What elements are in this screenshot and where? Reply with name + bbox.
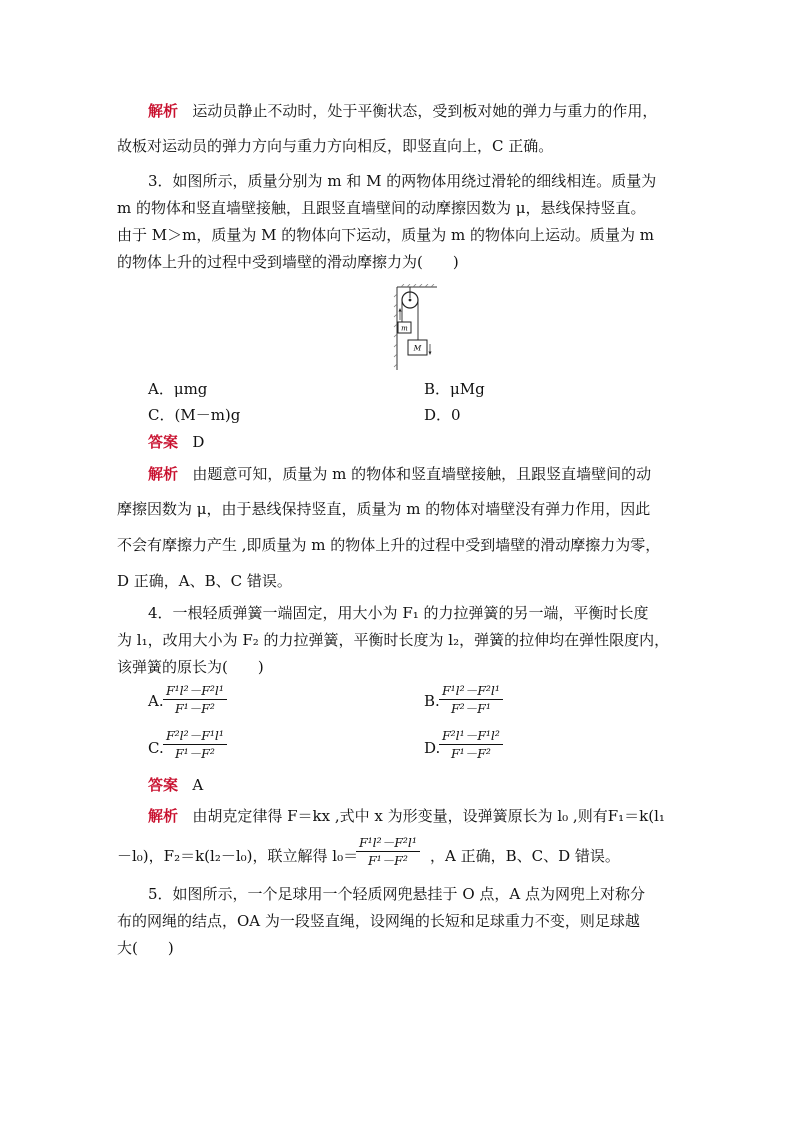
explanation-text: 故板对运动员的弹力方向与重力方向相反，即竖直向上，C 正确。 (117, 137, 554, 155)
explanation-text: －l₀)，F₂＝k(l₂－l₀)，联立解得 l₀＝ (117, 847, 359, 865)
explanation-text: 由题意可知，质量为 m 的物体和竖直墙壁接触，且跟竖直墙壁间的动 (192, 465, 652, 483)
question-5-text: 5．如图所示，一个足球用一个轻质网兜悬挂于 O 点，A 点为网兜上对称分 (148, 885, 645, 903)
denominator: F²－F¹ (451, 701, 491, 716)
option-c-fraction (163, 728, 227, 761)
option-a: A．μmg (148, 380, 208, 398)
question-3-text: 3．如图所示，质量分别为 m 和 M 的两物体用绕过滑轮的细线相连。质量为 (148, 172, 657, 190)
question-4-text: 该弹簧的原长为( ) (117, 658, 264, 676)
question-5-text: 大( ) (117, 939, 174, 957)
option-a-fraction (163, 683, 227, 716)
answer-value: A (192, 776, 204, 794)
explanation-text: D 正确，A、B、C 错误。 (117, 572, 292, 590)
denominator: F¹－F² (368, 853, 408, 868)
explanation-text: 摩擦因数为 μ，由于悬线保持竖直，质量为 m 的物体对墙壁没有弹力作用，因此 (117, 500, 651, 518)
analysis-tag: 解析 (148, 807, 179, 825)
denominator: F¹－F² (175, 701, 215, 716)
option-b-fraction (439, 683, 503, 716)
answer-tag: 答案 (148, 433, 179, 451)
question-4-text: 为 l₁，改用大小为 F₂ 的力拉弹簧，平衡时长度为 l₂，弹簧的拉伸均在弹性限度内， (117, 631, 670, 649)
explanation-row (148, 805, 665, 827)
denominator: F¹－F² (451, 746, 491, 761)
option-d-label: D. (424, 739, 441, 757)
explanation-text: 由胡克定律得 F＝kx ,式中 x 为形变量，设弹簧原长为 l₀ ,则有F₁＝k(l₁ (192, 807, 665, 825)
numerator: F²l¹－F¹l² (439, 728, 503, 745)
question-3-text: m 的物体和竖直墙壁接触，且跟竖直墙壁间的动摩擦因数为 μ，悬线保持竖直。 (117, 199, 646, 217)
option-c: C．(M－m)g (148, 406, 241, 424)
numerator: F¹l²－F²l¹ (356, 835, 420, 852)
pulley-figure (383, 284, 439, 372)
block-M-label: M (413, 343, 422, 353)
option-a-label: A. (148, 692, 164, 710)
analysis-tag: 解析 (148, 102, 179, 120)
option-d: D．0 (424, 406, 461, 424)
option-b: B．μMg (424, 380, 485, 398)
numerator: F¹l²－F²l¹ (163, 683, 227, 700)
explanation-prev (148, 100, 657, 122)
analysis-tag: 解析 (148, 465, 179, 483)
question-5-text: 布的网绳的结点，OA 为一段竖直绳，设网绳的长短和足球重力不变，则足球越 (117, 912, 640, 930)
question-3-text: 的物体上升的过程中受到墙壁的滑动摩擦力为( ) (117, 253, 459, 271)
answer-row (148, 431, 204, 453)
option-c-label: C. (148, 739, 164, 757)
question-4-text: 4．一根轻质弹簧一端固定，用大小为 F₁ 的力拉弹簧的另一端，平衡时长度 (148, 604, 649, 622)
explanation-row (148, 463, 651, 485)
option-d-fraction (439, 728, 503, 761)
denominator: F¹－F² (175, 746, 215, 761)
numerator: F²l²－F¹l¹ (163, 728, 227, 745)
question-3-text: 由于 M＞m，质量为 M 的物体向下运动，质量为 m 的物体向上运动。质量为 m (117, 226, 655, 244)
answer-tag: 答案 (148, 776, 179, 794)
explanation-text: 不会有摩擦力产生 ,即质量为 m 的物体上升的过程中受到墙壁的滑动摩擦力为零， (117, 536, 661, 554)
explanation-text: 运动员静止不动时，处于平衡状态，受到板对她的弹力与重力的作用， (192, 102, 658, 120)
block-m-label: m (401, 324, 408, 333)
numerator: F¹l²－F²l¹ (439, 683, 503, 700)
explanation-text: ，A 正确，B、C、D 错误。 (430, 847, 620, 865)
explanation-fraction (356, 835, 420, 868)
option-b-label: B. (424, 692, 440, 710)
answer-value: D (192, 433, 205, 451)
answer-row (148, 774, 203, 796)
